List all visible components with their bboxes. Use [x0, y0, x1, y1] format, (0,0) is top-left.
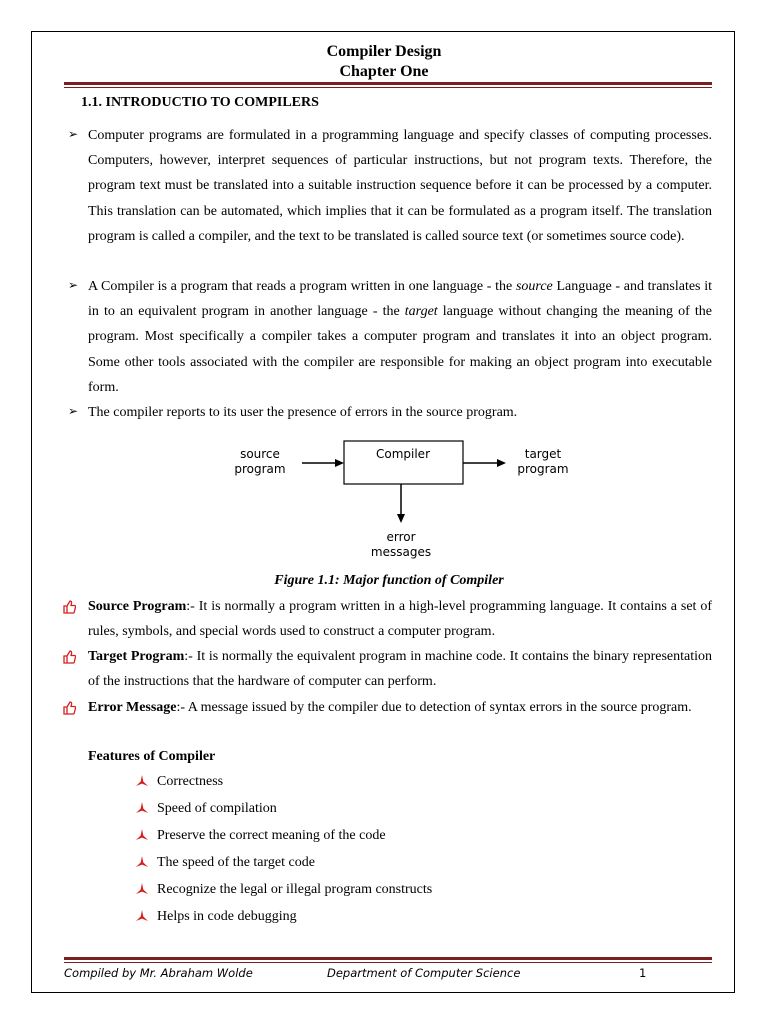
section-heading: 1.1. INTRODUCTIO TO COMPILERS [81, 95, 319, 110]
input-label-1: source [240, 447, 280, 461]
compiler-definition-paragraph [88, 274, 712, 400]
input-arrowhead [335, 459, 344, 467]
input-label-2: program [234, 462, 286, 476]
definition-term: Target Program [88, 649, 185, 664]
arrow-bullet-icon: ➢ [68, 278, 79, 292]
definition-source-program [88, 594, 712, 644]
feature-item: Preserve the correct meaning of the code [157, 828, 386, 843]
star-icon [136, 910, 148, 922]
thumbs-up-icon [62, 600, 76, 614]
error-label-1: error [386, 530, 416, 544]
star-icon [136, 856, 148, 868]
footer-department: Department of Computer Science [327, 966, 521, 980]
feature-item: The speed of the target code [157, 855, 315, 870]
footer-rule [64, 957, 712, 960]
feature-item: Correctness [157, 774, 224, 789]
paragraph-text: A Compiler is a program that reads a program written in one language - the [88, 279, 516, 294]
header-rule [64, 82, 712, 85]
definition-target-program [88, 644, 712, 694]
feature-item: Helps in code debugging [157, 909, 297, 924]
definition-text: It is normally the equivalent program in machine code. It contains the binary representation of the instructions that the hardware of computer can perform. [88, 649, 712, 690]
arrow-bullet-icon: ➢ [68, 127, 79, 141]
errors-paragraph: The compiler reports to its user the presence of errors in the source program. [88, 405, 518, 420]
star-icon [136, 802, 148, 814]
definition-separator: :- [184, 649, 197, 664]
definition-error-message [88, 695, 712, 720]
definition-separator: :- [186, 599, 199, 614]
intro-paragraph: Computer programs are formulated in a programming language and specify classes of computing processes. Computers, however, interpret sequences of particular instructions, but not program texts. Therefore, the program text must be translated into a suitable instruction sequence before it can be processed by a computer. This translation can be automated, which implies that it can be formulated as a program itself. The translation program is called a compiler, and the text to be translated is called source text (or sometimes source code). [88, 128, 712, 244]
figure-caption: Figure 1.1: Major function of Compiler [274, 573, 504, 588]
header-rule-thin [64, 87, 712, 88]
footer-author: Compiled by Mr. Abraham Wolde [64, 966, 253, 980]
emphasis-target: target [404, 304, 438, 320]
feature-item: Speed of compilation [157, 801, 277, 816]
star-icon [136, 829, 148, 841]
definition-separator: :- [176, 700, 188, 715]
footer-rule-thin [64, 962, 712, 963]
star-icon [136, 775, 148, 787]
output-label-1: target [524, 447, 562, 461]
definition-term: Error Message [88, 700, 177, 715]
feature-item: Recognize the legal or illegal program constructs [157, 882, 433, 897]
compiler-diagram [220, 436, 580, 566]
paragraph-text: language without changing the meaning of the program. Most specifically a compiler takes a computer program and translates it into an object program. Some other tools associated with the compiler are responsible for making an object program into executable form. [88, 304, 712, 395]
output-label-2: program [517, 462, 569, 476]
emphasis-source: source [515, 279, 553, 294]
error-arrowhead [397, 514, 405, 523]
error-label-2: messages [370, 545, 432, 559]
chapter-title: Chapter One [339, 63, 429, 80]
paragraph-text: Language - and translates it in to an equivalent program in another language - the [88, 279, 712, 320]
compiler-box-label: Compiler [375, 447, 431, 461]
arrow-bullet-icon: ➢ [68, 404, 79, 418]
definition-text: A message issued by the compiler due to detection of syntax errors in the source program. [187, 700, 692, 715]
features-heading: Features of Compiler [88, 749, 216, 764]
thumbs-up-icon [62, 701, 76, 715]
page-title: Compiler Design [326, 43, 442, 60]
star-icon [136, 883, 148, 895]
definition-term: Source Program [88, 599, 187, 614]
page-number: 1 [639, 966, 647, 980]
thumbs-up-icon [62, 650, 76, 664]
output-arrowhead [497, 459, 506, 467]
definition-text: It is normally a program written in a high-level programming language. It contains a set of rules, symbols, and special words used to construct a computer program. [88, 599, 713, 640]
